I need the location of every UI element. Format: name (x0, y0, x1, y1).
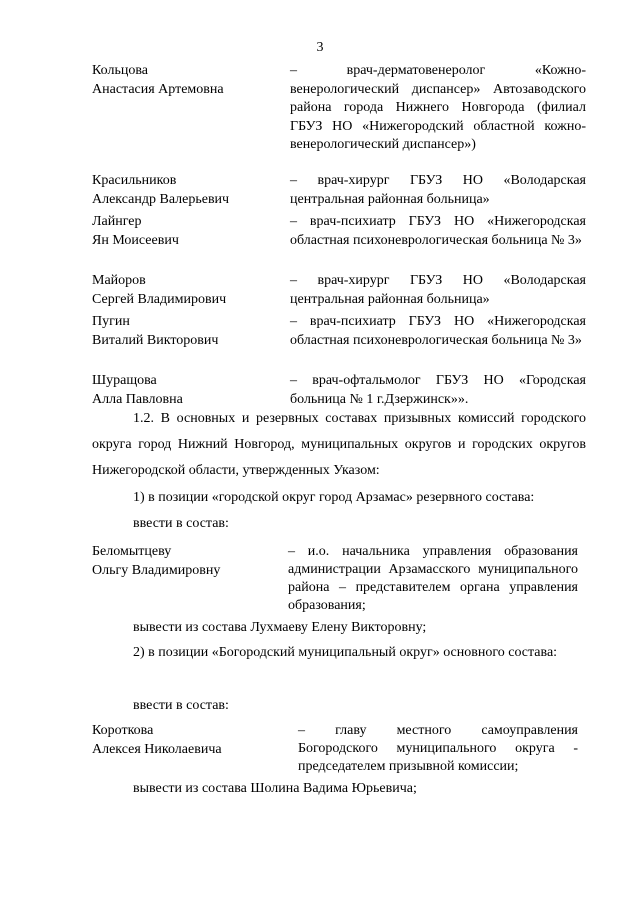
member-position: – врач-хирург ГБУЗ НО «Володарская центральная районная больница» (290, 273, 586, 307)
member-given-names: Алексея Николаевича (92, 741, 222, 757)
member-position: – врач-дерматовенеролог «Кожно-венерологический диспансер» Автозаводского района города Нижнего Новгорода (филиал ГБУЗ НО «Нижегородский областной кожно-венерологический диспансер») (290, 63, 586, 152)
member-surname: Лайнгер (92, 214, 142, 229)
remove-line: вывести из состава Шолина Вадима Юрьевича; (133, 781, 417, 796)
member-given-names: Ян Моисеевич (92, 232, 179, 248)
member-given-names: Ольгу Владимировну (92, 562, 221, 578)
item-1-heading: 1) в позиции «городской округ город Арзамас» резервного состава: (133, 490, 535, 505)
member-surname: Красильников (92, 173, 177, 188)
member-position: – врач-хирург ГБУЗ НО «Володарская центральная районная больница» (290, 173, 586, 207)
member-name (92, 313, 282, 350)
member-name (92, 272, 282, 309)
remove-line: вывести из состава Лухмаеву Елену Викторовну; (133, 620, 427, 635)
member-name (92, 172, 282, 209)
member-given-names: Александр Валерьевич (92, 191, 230, 207)
item-2-heading: 2) в позиции «Богородский муниципальный округ» основного состава: (133, 645, 558, 660)
member-surname: Короткова (92, 723, 154, 738)
member-position: – главу местного самоуправления Богородского муниципального округа - председателем призывной комиссии; (298, 723, 578, 774)
member-surname: Беломытцеву (92, 544, 172, 559)
member-surname: Шуращова (92, 373, 157, 388)
introduce-label: ввести в состав: (133, 516, 229, 531)
member-position: – врач-офтальмолог ГБУЗ НО «Городская больница № 1 г.Дзержинск»». (290, 373, 586, 407)
member-name (92, 62, 282, 99)
member-name (92, 213, 282, 250)
member-surname: Кольцова (92, 63, 148, 78)
member-position: – и.о. начальника управления образования администрации Арзамасского муниципального района – представителем органа управления образования; (288, 544, 578, 613)
introduce-label: ввести в состав: (133, 698, 229, 713)
member-name (92, 372, 282, 409)
member-surname: Пугин (92, 314, 130, 329)
page-number: 3 (316, 40, 324, 55)
member-given-names: Виталий Викторович (92, 332, 219, 348)
member-name (92, 543, 282, 580)
member-given-names: Анастасия Артемовна (92, 81, 224, 97)
member-surname: Майоров (92, 273, 146, 288)
member-given-names: Сергей Владимирович (92, 291, 227, 307)
member-position: – врач-психиатр ГБУЗ НО «Нижегородская областная психоневрологическая больница № 3» (290, 314, 586, 348)
member-position: – врач-психиатр ГБУЗ НО «Нижегородская областная психоневрологическая больница № 3» (290, 214, 586, 248)
member-name (92, 722, 282, 759)
paragraph-1-2: 1.2. В основных и резервных составах призывных комиссий городского округа город Нижний Новгород, муниципальных округов и городских округов Нижегородской области, утвержденных Указом: (92, 411, 586, 478)
member-given-names: Алла Павловна (92, 391, 183, 407)
